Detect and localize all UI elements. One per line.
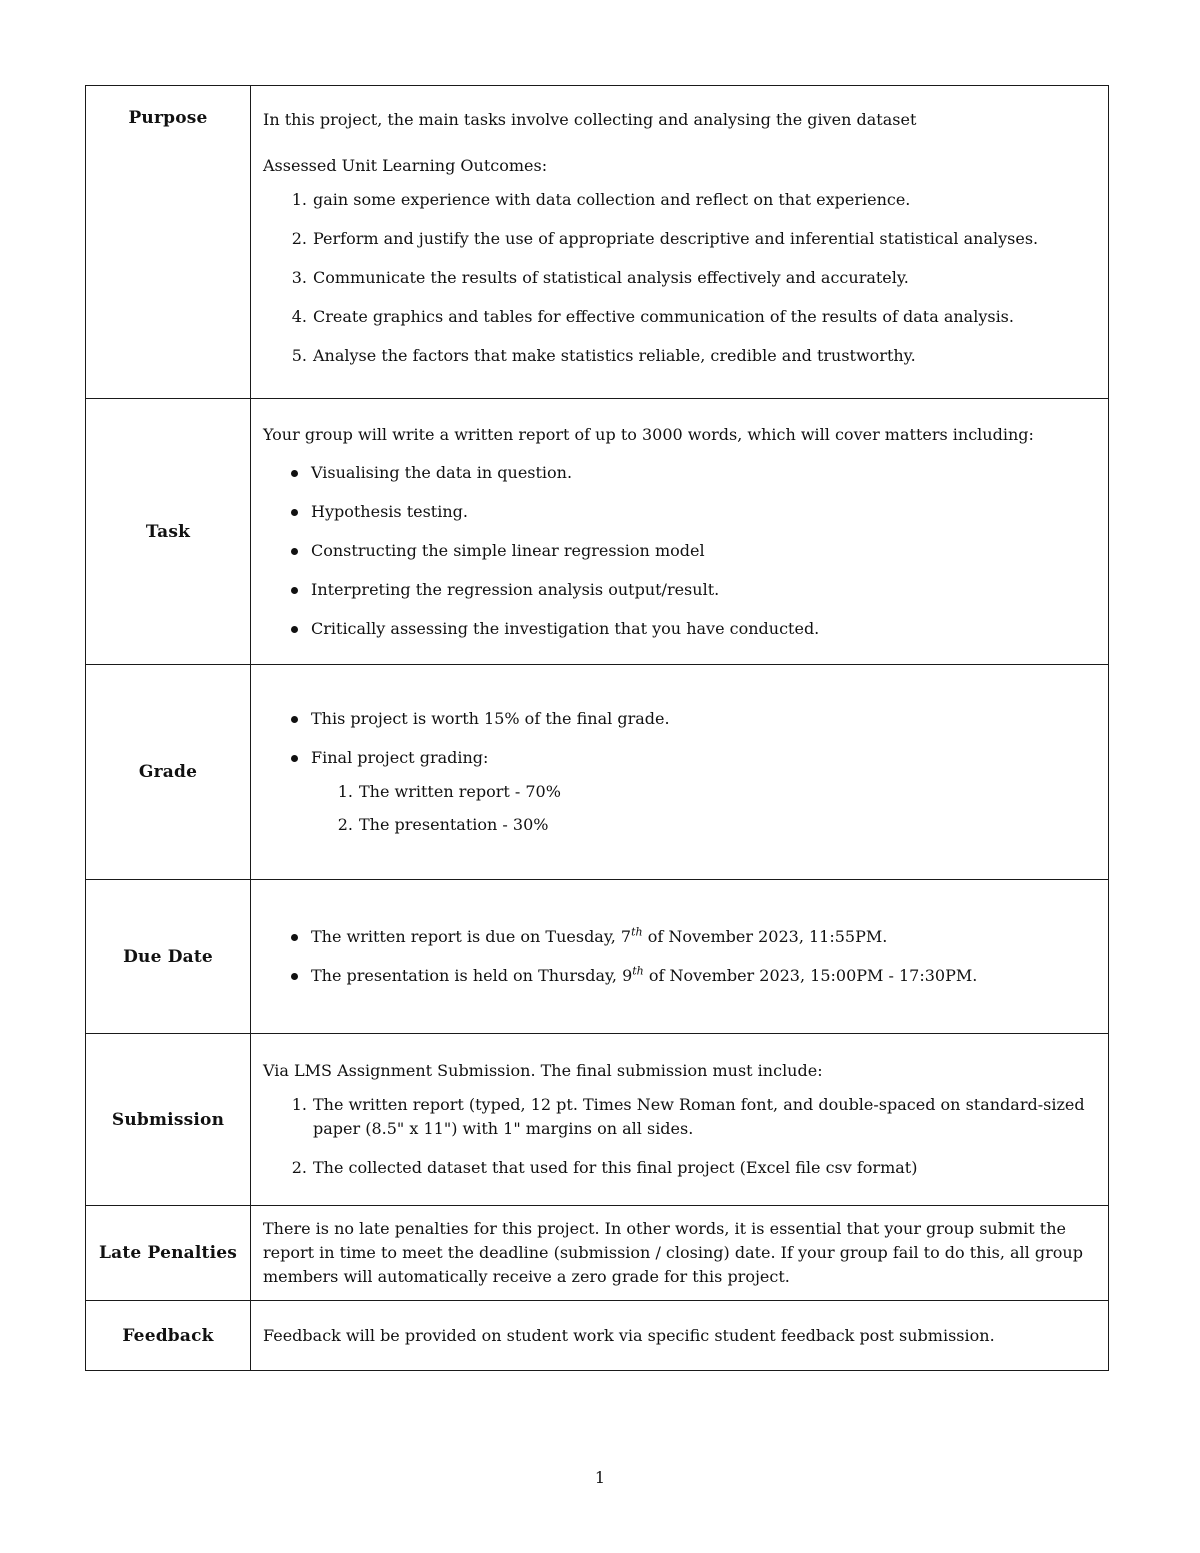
task-item: [289, 617, 1096, 641]
due-date-item: [289, 964, 1096, 988]
late-penalties-label: Late Penalties: [86, 1206, 251, 1301]
ordinal-suffix: th: [631, 925, 643, 939]
feedback-content: [251, 1301, 1109, 1371]
task-item: [289, 461, 1096, 485]
due-date-label: Due Date: [86, 880, 251, 1034]
outcome-number: 4.: [291, 307, 307, 326]
grading-item: [331, 780, 1096, 804]
report-due-text: The written report is due on Tuesday, 7: [311, 927, 632, 946]
task-label: Task: [86, 399, 251, 665]
presentation-text: The presentation is held on Thursday, 9: [311, 966, 633, 985]
purpose-row: [86, 86, 1109, 399]
feedback-label: Feedback: [86, 1301, 251, 1371]
grade-label: Grade: [86, 665, 251, 880]
grade-row: [86, 665, 1109, 880]
grading-breakdown-list: [311, 780, 1096, 837]
outcome-text: Communicate the results of statistical analysis effectively and accurately.: [313, 268, 909, 287]
submission-text: The collected dataset that used for this final project (Excel file csv format): [313, 1158, 918, 1177]
report-due-text-end: of November 2023, 11:55PM.: [642, 927, 888, 946]
task-content: [251, 399, 1109, 665]
grading-text: The presentation - 30%: [359, 815, 549, 834]
bullet-icon: [291, 548, 298, 555]
outcome-number: 1.: [291, 190, 307, 209]
outcome-text: Perform and justify the use of appropriate descriptive and inferential statistical analyses.: [313, 229, 1039, 248]
grading-number: 1.: [337, 782, 353, 801]
task-list: [263, 461, 1096, 641]
outcome-number: 3.: [291, 268, 307, 287]
purpose-intro: In this project, the main tasks involve collecting and analysing the given dataset: [263, 110, 917, 129]
late-penalties-text: There is no late penalties for this project. In other words, it is essential that your group submit the report in time to meet the deadline (submission / closing) date. If your group fail to do this, all group members will automatically receive a zero grade for this project.: [263, 1219, 1083, 1286]
grade-item-text: This project is worth 15% of the final grade.: [311, 709, 670, 728]
due-date-list: [263, 925, 1096, 988]
task-item: [289, 500, 1096, 524]
task-item-text: Visualising the data in question.: [311, 462, 573, 482]
bullet-icon: [291, 934, 298, 941]
outcome-text: Create graphics and tables for effective communication of the results of data analysis.: [313, 307, 1014, 326]
submission-number: 1.: [291, 1095, 307, 1114]
bullet-icon: [291, 716, 298, 723]
outcome-item: [285, 188, 1096, 212]
outcome-text: gain some experience with data collection and reflect on that experience.: [313, 190, 911, 209]
late-penalties-content: [251, 1206, 1109, 1301]
bullet-icon: [291, 626, 298, 633]
purpose-content: [251, 86, 1109, 399]
due-date-row: [86, 880, 1109, 1034]
due-date-item: [289, 925, 1096, 949]
feedback-row: [86, 1301, 1109, 1371]
grade-item: [289, 707, 1096, 731]
feedback-text: Feedback will be provided on student work via specific student feedback post submission.: [263, 1325, 995, 1345]
outcome-number: 2.: [291, 229, 307, 248]
bullet-icon: [291, 509, 298, 516]
task-item-text: Critically assessing the investigation that you have conducted.: [311, 618, 820, 638]
submission-intro: Via LMS Assignment Submission. The final submission must include:: [263, 1061, 823, 1080]
submission-item: [285, 1156, 1096, 1180]
task-item-text: Interpreting the regression analysis output/result.: [311, 579, 720, 599]
grade-content: [251, 665, 1109, 880]
grading-text: The written report - 70%: [359, 782, 561, 801]
bullet-icon: [291, 587, 298, 594]
assessment-details-table: [85, 85, 1109, 1371]
ordinal-suffix: th: [632, 964, 644, 978]
outcomes-heading: Assessed Unit Learning Outcomes:: [263, 156, 548, 175]
task-item: [289, 539, 1096, 563]
bullet-icon: [291, 973, 298, 980]
submission-list: [263, 1093, 1096, 1180]
outcomes-list: [263, 188, 1096, 368]
grade-list: [263, 707, 1096, 837]
grade-item-text: Final project grading:: [311, 748, 489, 767]
task-row: [86, 399, 1109, 665]
late-penalties-row: [86, 1206, 1109, 1301]
page-number: 1: [594, 1468, 606, 1487]
outcome-item: [285, 266, 1096, 290]
submission-item: [285, 1093, 1096, 1141]
submission-text: The written report (typed, 12 pt. Times New Roman font, and double-spaced on standard-sized paper (8.5" x 11") with 1" margins on all sides.: [313, 1095, 1085, 1138]
grading-item: [331, 813, 1096, 837]
grade-item: [289, 746, 1096, 837]
outcome-item: [285, 305, 1096, 329]
submission-content: [251, 1034, 1109, 1206]
outcome-text: Analyse the factors that make statistics reliable, credible and trustworthy.: [313, 346, 916, 365]
task-item-text: Hypothesis testing.: [311, 501, 468, 521]
task-item-text: Constructing the simple linear regression model: [311, 540, 705, 560]
submission-number: 2.: [291, 1158, 307, 1177]
grading-number: 2.: [337, 815, 353, 834]
presentation-text-end: of November 2023, 15:00PM - 17:30PM.: [643, 966, 978, 985]
bullet-icon: [291, 755, 298, 762]
submission-label: Submission: [86, 1034, 251, 1206]
submission-row: [86, 1034, 1109, 1206]
outcome-item: [285, 344, 1096, 368]
task-intro: Your group will write a written report of up to 3000 words, which will cover matters including:: [263, 424, 1034, 444]
purpose-label: Purpose: [86, 86, 251, 399]
outcome-number: 5.: [291, 346, 307, 365]
task-item: [289, 578, 1096, 602]
bullet-icon: [291, 470, 298, 477]
due-date-content: [251, 880, 1109, 1034]
outcome-item: [285, 227, 1096, 251]
